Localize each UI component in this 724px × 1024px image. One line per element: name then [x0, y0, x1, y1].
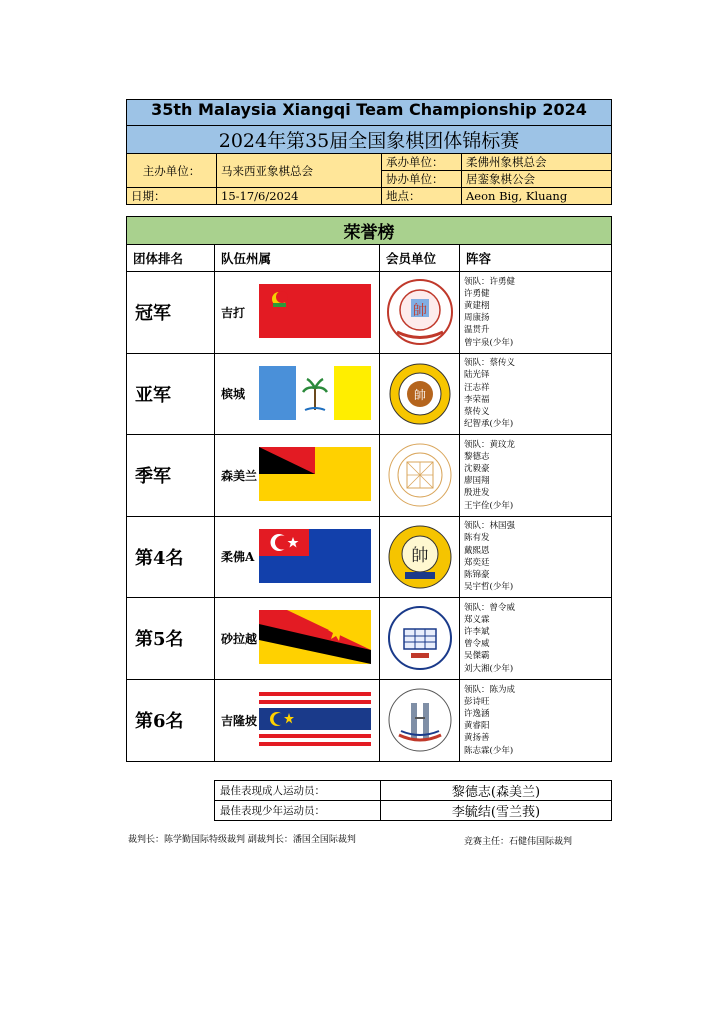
- lineup-item: 纪智承(少年): [464, 419, 514, 430]
- svg-text:帥: 帥: [412, 303, 427, 320]
- lineup-item: 李荣福: [464, 394, 490, 405]
- lineup-item: 曾令威: [464, 639, 490, 650]
- lineup-item: 领队：林国强: [464, 521, 516, 532]
- organizer-value: 马来西亚象棋总会: [217, 154, 382, 187]
- sarawak-flag-icon: [259, 610, 371, 664]
- table-row: [127, 598, 611, 680]
- rank-label: 季军: [127, 435, 215, 516]
- sarawak-association-logo-icon: [387, 605, 453, 671]
- johor-association-logo-icon: [387, 524, 453, 590]
- lineup-item: 廖国翔: [464, 476, 490, 487]
- lineup-item: 沈毅豪: [464, 464, 490, 475]
- team-name: 柔佛A: [221, 550, 255, 565]
- team-name: 吉隆坡: [221, 713, 258, 728]
- lineup-item: 许逸涵: [464, 709, 490, 720]
- lineup-item: 领队：曾令威: [464, 602, 516, 613]
- host-value: 柔佛州象棋总会: [462, 154, 611, 171]
- lineup-item: 黎德志: [464, 451, 490, 462]
- lineup-item: 郑奕廷: [464, 557, 490, 568]
- table-row: [127, 517, 611, 599]
- best-player-awards: [214, 780, 612, 821]
- lineup-item: 领队：黄玟龙: [464, 439, 516, 450]
- best-youth-value: 李毓结(雪兰莪): [451, 805, 541, 820]
- column-header-member: 会员单位: [380, 245, 460, 271]
- negeri-sembilan-association-logo-icon: [387, 442, 453, 508]
- best-youth-label: 最佳表现少年运动员：: [215, 801, 381, 820]
- lineup-item: 刘大湘(少年): [464, 663, 514, 674]
- lineup-item: 蔡传义: [464, 406, 490, 417]
- co-organizer-value: 居銮象棋公会: [466, 172, 535, 186]
- team-name: 吉打: [221, 305, 246, 320]
- johor-flag-icon: [259, 529, 371, 583]
- kedah-association-logo-icon: [385, 277, 455, 347]
- lineup-item: 温贯升: [464, 325, 490, 336]
- rank-label: 第4名: [127, 517, 215, 598]
- column-header-lineup: 阵容: [466, 251, 492, 266]
- lineup-item: 戴熙恩: [464, 545, 490, 556]
- best-adult-value: 黎德志(森美兰): [451, 785, 541, 800]
- negeri-sembilan-flag-icon: [259, 447, 371, 501]
- lineup-list: [460, 680, 611, 762]
- co-organizer-label: 协办单位：: [386, 172, 444, 186]
- kuala-lumpur-flag-icon: [259, 692, 371, 746]
- lineup-item: 汪志祥: [464, 382, 490, 393]
- footer-competition-director: 竞赛主任：石健伟国际裁判: [464, 837, 573, 847]
- column-header-rank: 团体排名: [127, 245, 215, 271]
- rank-label: 第5名: [127, 598, 215, 679]
- rank-label: 亚军: [127, 354, 215, 435]
- date-row: [127, 188, 611, 204]
- lineup-item: 郑义霖: [464, 614, 490, 625]
- table-row: [127, 435, 611, 517]
- kuala-lumpur-association-logo-icon: [387, 687, 453, 753]
- title-english: 35th Malaysia Xiangqi Team Championship 2024: [127, 100, 611, 126]
- venue-label: 地点：: [382, 188, 462, 204]
- date-value: 15-17/6/2024: [217, 188, 382, 204]
- penang-flag-icon: [259, 366, 371, 420]
- lineup-list: [460, 272, 611, 353]
- lineup-item: 领队：蔡传义: [464, 358, 516, 369]
- date-label: 日期：: [127, 188, 217, 204]
- lineup-item: 陈锦豪: [464, 569, 490, 580]
- lineup-item: 黄扬善: [464, 733, 490, 744]
- table-row: [127, 354, 611, 436]
- lineup-item: 陈志霖(少年): [464, 745, 514, 756]
- lineup-list: [460, 435, 611, 516]
- lineup-item: 许李斌: [464, 627, 490, 638]
- table-header: [127, 245, 611, 272]
- championship-header: [126, 99, 612, 205]
- organizer-label: 主办单位：: [127, 154, 217, 187]
- honor-roll-table: [126, 216, 612, 762]
- team-name: 砂拉越: [221, 631, 258, 646]
- kedah-flag-icon: [259, 284, 371, 338]
- rank-label: 第6名: [127, 680, 215, 762]
- footer-referees: 裁判长：陈学勤国际特级裁判 副裁判长：潘国全国际裁判: [128, 835, 356, 845]
- lineup-item: 陈有发: [464, 533, 490, 544]
- venue-value: Aeon Big, Kluang: [466, 189, 568, 203]
- lineup-item: 领队：许勇健: [464, 276, 516, 287]
- svg-text:帥: 帥: [411, 545, 428, 566]
- lineup-list: [460, 354, 611, 435]
- lineup-item: 彭诗旺: [464, 696, 490, 707]
- lineup-item: 许勇健: [464, 288, 490, 299]
- table-row: [127, 272, 611, 354]
- penang-association-logo-icon: [388, 362, 452, 426]
- best-adult-label: 最佳表现成人运动员：: [215, 781, 381, 800]
- lineup-item: 殷进发: [464, 488, 490, 499]
- lineup-item: 黄建栩: [464, 301, 490, 312]
- lineup-item: 吴宇哲(少年): [464, 582, 514, 593]
- column-header-team: 队伍州属: [215, 245, 380, 271]
- host-label: 承办单位：: [382, 154, 461, 171]
- rank-label: 冠军: [127, 272, 215, 353]
- lineup-item: 黄睿阳: [464, 721, 490, 732]
- team-name: 森美兰: [221, 468, 258, 483]
- lineup-item: 曾宇泉(少年): [464, 337, 514, 348]
- table-row: [127, 680, 611, 762]
- lineup-item: 王宇佺(少年): [464, 500, 514, 511]
- honor-roll-title: 荣誉榜: [127, 217, 611, 245]
- organizer-row: [127, 154, 611, 188]
- lineup-list: [460, 598, 611, 679]
- lineup-item: 陆光铎: [464, 370, 490, 381]
- lineup-item: 吴傑霸: [464, 651, 490, 662]
- team-name: 槟城: [221, 387, 246, 402]
- svg-text:帥: 帥: [413, 387, 426, 402]
- lineup-item: 周康扬: [464, 313, 490, 324]
- lineup-item: 领队：陈为成: [464, 684, 516, 695]
- lineup-list: [460, 517, 611, 598]
- title-chinese: 2024年第35届全国象棋团体锦标赛: [127, 126, 611, 154]
